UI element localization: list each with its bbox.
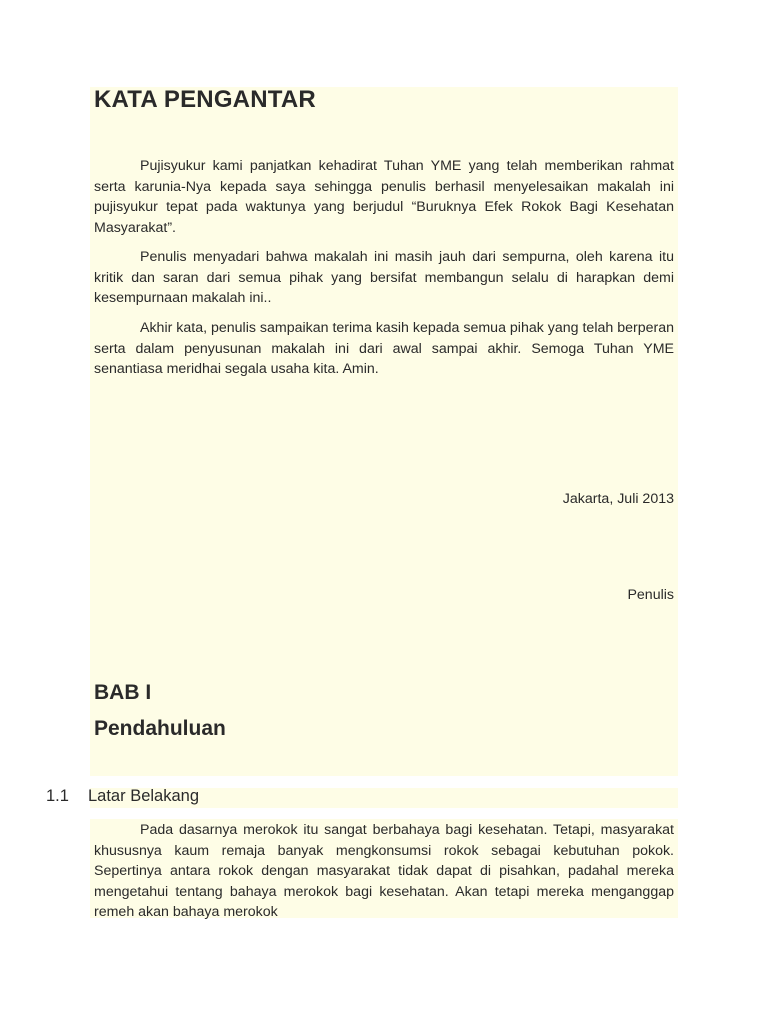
section-paragraph: Pada dasarnya merokok itu sangat berbahaya bagi kesehatan. Tetapi, masyarakat khususnya kaum remaja banyak mengkonsumsi rokok sebagai kebutuhan pokok. Sepertinya antara rokok dengan masyarakat tidak dapat di pisahkan, padahal mereka mengetahui tentang bahaya merokok bagi kesehatan. Akan tetapi mereka menganggap remeh akan bahaya merokok xyxy=(94,822,674,920)
place-and-date: Jakarta, Juli 2013 xyxy=(562,491,674,507)
preface-paragraph-2: Penulis menyadari bahwa makalah ini masih jauh dari sempurna, oleh karena itu kritik dan saran dari semua pihak yang bersifat membangun selalu di harapkan demi kesempurnaan makalah ini.. xyxy=(94,249,674,306)
section-number: 1.1 xyxy=(46,787,69,805)
section-title: Latar Belakang xyxy=(88,787,199,805)
section-heading xyxy=(46,787,199,806)
chapter-title: Pendahuluan xyxy=(94,717,226,740)
page-title: KATA PENGANTAR xyxy=(94,86,316,113)
chapter-number: BAB I xyxy=(94,681,152,704)
author-signature: Penulis xyxy=(627,587,674,603)
preface-paragraph-1: Pujisyukur kami panjatkan kehadirat Tuhan YME yang telah memberikan rahmat serta karunia-Nya kepada saya sehingga penulis berhasil menyelesaikan makalah ini pujisyukur tepat pada waktunya yang berjudul “Buruknya Efek Rokok Bagi Kesehatan Masyarakat”. xyxy=(94,158,674,236)
preface-paragraph-3: Akhir kata, penulis sampaikan terima kasih kepada semua pihak yang telah berperan serta dalam penyusunan makalah ini dari awal sampai akhir. Semoga Tuhan YME senantiasa meridhai segala usaha kita. Amin. xyxy=(94,320,674,377)
